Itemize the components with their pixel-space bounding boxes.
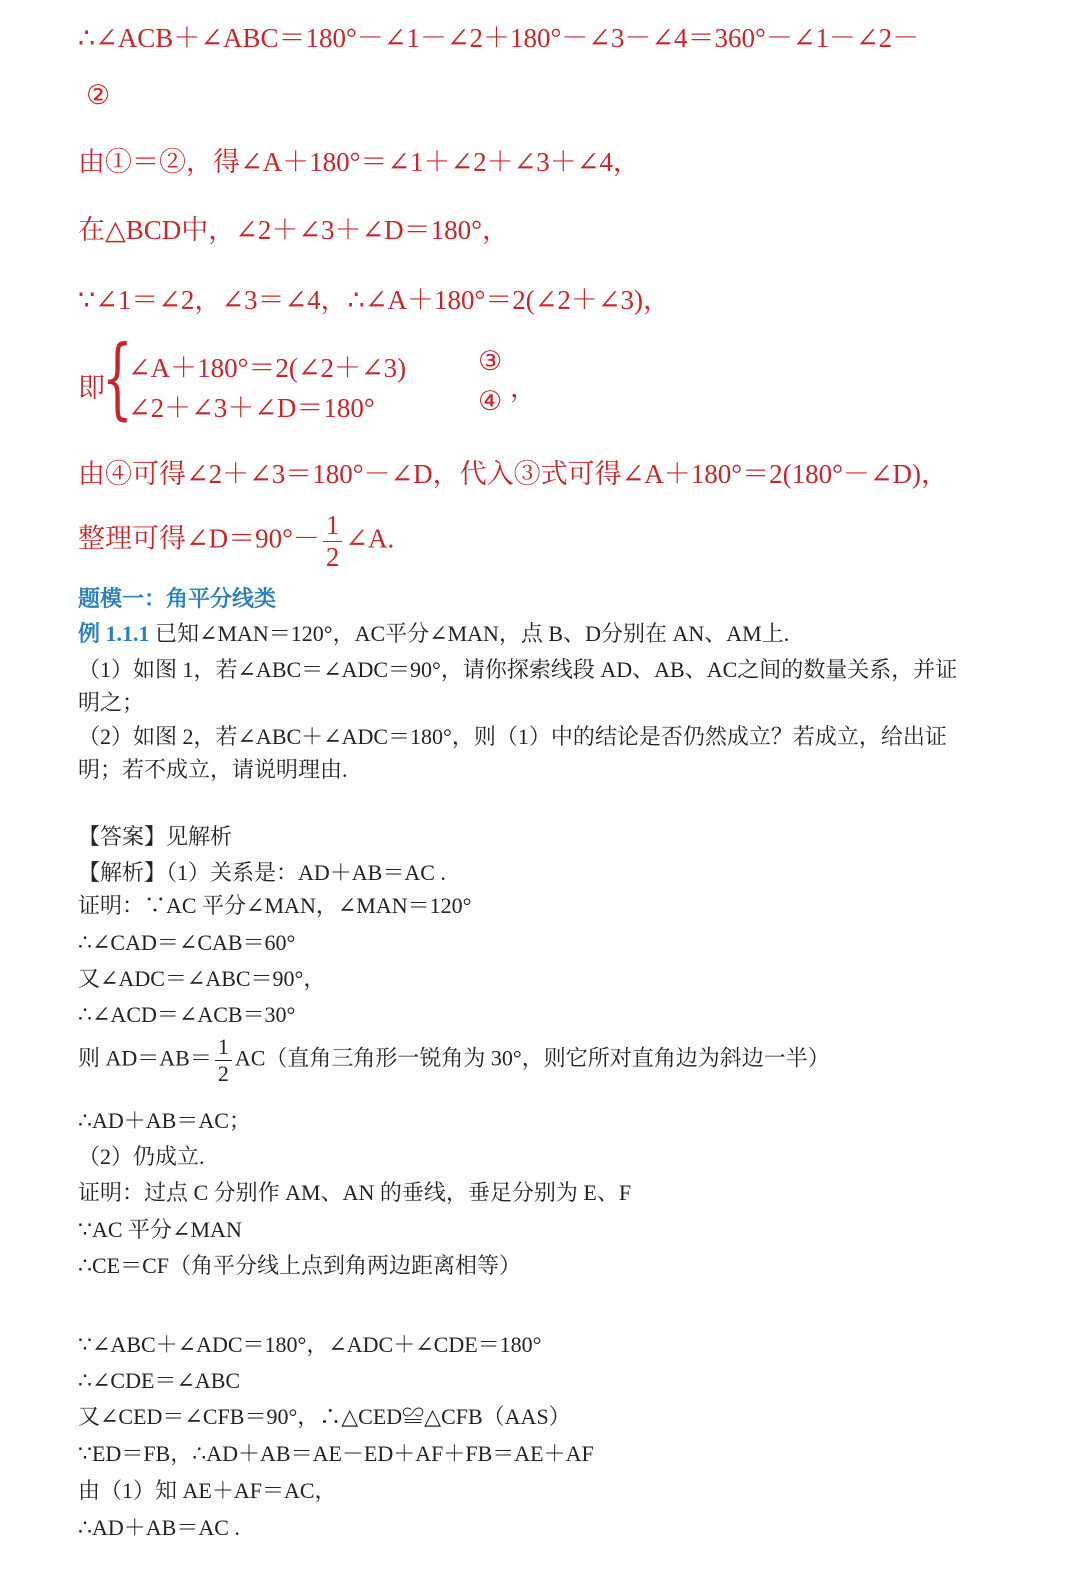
solution-line-6: 由④可得∠2＋∠3＝180°－∠D，代入③式可得∠A＋180°＝2(180°－∠D)， bbox=[78, 459, 948, 489]
system-equation-1: ∠A＋180°＝2(∠2＋∠3) bbox=[128, 353, 407, 383]
system-equation-2: ∠2＋∠3＋∠D＝180° bbox=[128, 393, 375, 423]
system-suffix: ， bbox=[510, 373, 537, 403]
analysis-line-4: 又∠ADC＝∠ABC＝90°， bbox=[78, 966, 326, 991]
system-tag-1: ③ bbox=[478, 346, 503, 376]
fraction-one-half bbox=[323, 512, 343, 571]
solution-line-7 bbox=[78, 512, 394, 571]
example-label: 例 1.1.1 bbox=[78, 621, 150, 646]
analysis-line-15: ∵ED＝FB，∴AD＋AB＝AE－ED＋AF＋FB＝AE＋AF bbox=[78, 1441, 594, 1466]
analysis-line-17: ∴AD＋AB＝AC . bbox=[78, 1515, 240, 1540]
system-prefix: 即 bbox=[78, 373, 105, 403]
analysis-line-16: 由（1）知 AE＋AF＝AC， bbox=[78, 1478, 337, 1503]
solution-line-5: ∵∠1＝∠2，∠3＝∠4，∴∠A＋180°＝2(∠2＋∠3)， bbox=[78, 285, 670, 315]
analysis-line-12: ∵∠ABC＋∠ADC＝180°，∠ADC＋∠CDE＝180° bbox=[78, 1332, 542, 1357]
question-2-line-2: 明；若不成立，请说明理由. bbox=[78, 757, 348, 782]
l6-suffix: AC（直角三角形一锐角为 30°，则它所对直角边为斜边一半） bbox=[234, 1045, 830, 1071]
analysis-line-9: 证明：过点 C 分别作 AM、AN 的垂线，垂足分别为 E、F bbox=[78, 1180, 632, 1205]
analysis-line-14: 又∠CED＝∠CFB＝90°，∴△CED≌△CFB（AAS） bbox=[78, 1404, 571, 1429]
example-statement bbox=[78, 617, 789, 648]
fraction-one-half bbox=[215, 1036, 232, 1085]
answer-line: 【答案】见解析 bbox=[78, 824, 233, 849]
solution-line-3: 由①＝②，得∠A＋180°＝∠1＋∠2＋∠3＋∠4， bbox=[78, 147, 640, 177]
analysis-line-13: ∴∠CDE＝∠ABC bbox=[78, 1368, 241, 1393]
example-text: 已知∠MAN＝120°，AC平分∠MAN，点 B、D分别在 AN、AM上. bbox=[155, 621, 790, 646]
analysis-line-2: 证明：∵AC 平分∠MAN，∠MAN＝120° bbox=[78, 893, 472, 918]
question-2-line-1: （2）如图 2，若∠ABC＋∠ADC＝180°，则（1）中的结论是否仍然成立？若成立，给出证 bbox=[78, 724, 947, 749]
analysis-line-8: （2）仍成立. bbox=[78, 1144, 205, 1169]
question-1-line-2: 明之； bbox=[78, 690, 145, 715]
analysis-line-11: ∴CE＝CF（角平分线上点到角两边距离相等） bbox=[78, 1253, 522, 1278]
analysis-line-5: ∴∠ACD＝∠ACB＝30° bbox=[78, 1002, 296, 1027]
fraction-denominator: 2 bbox=[217, 1061, 229, 1086]
system-tag-2: ④ bbox=[478, 386, 503, 416]
fraction-numerator: 1 bbox=[215, 1036, 232, 1061]
analysis-line-1: 【解析】（1）关系是：AD＋AB＝AC . bbox=[78, 860, 446, 885]
solution-line-1: ∴∠ACB＋∠ABC＝180°－∠1－∠2＋180°－∠3－∠4＝360°－∠1－∠2－ bbox=[78, 23, 920, 53]
analysis-line-6 bbox=[78, 1036, 830, 1085]
solution-line-4: 在△BCD中，∠2＋∠3＋∠D＝180°， bbox=[78, 215, 509, 245]
fraction-numerator: 1 bbox=[323, 512, 343, 542]
analysis-line-3: ∴∠CAD＝∠CAB＝60° bbox=[78, 930, 296, 955]
section-title: 题模一：角平分线类 bbox=[78, 586, 277, 611]
line7-suffix: ∠A. bbox=[345, 523, 395, 554]
l6-prefix: 则 AD＝AB＝ bbox=[78, 1045, 212, 1071]
fraction-denominator: 2 bbox=[325, 542, 340, 572]
analysis-line-7: ∴AD＋AB＝AC； bbox=[78, 1108, 251, 1133]
question-1-line-1: （1）如图 1，若∠ABC＝∠ADC＝90°，请你探索线段 AD、AB、AC之间的数量关系，并证 bbox=[78, 657, 958, 682]
solution-line-2: ② bbox=[86, 80, 111, 110]
line7-prefix: 整理可得∠D＝90°－ bbox=[78, 523, 320, 554]
analysis-line-10: ∵AC 平分∠MAN bbox=[78, 1217, 242, 1242]
left-brace-icon: { bbox=[102, 326, 133, 429]
